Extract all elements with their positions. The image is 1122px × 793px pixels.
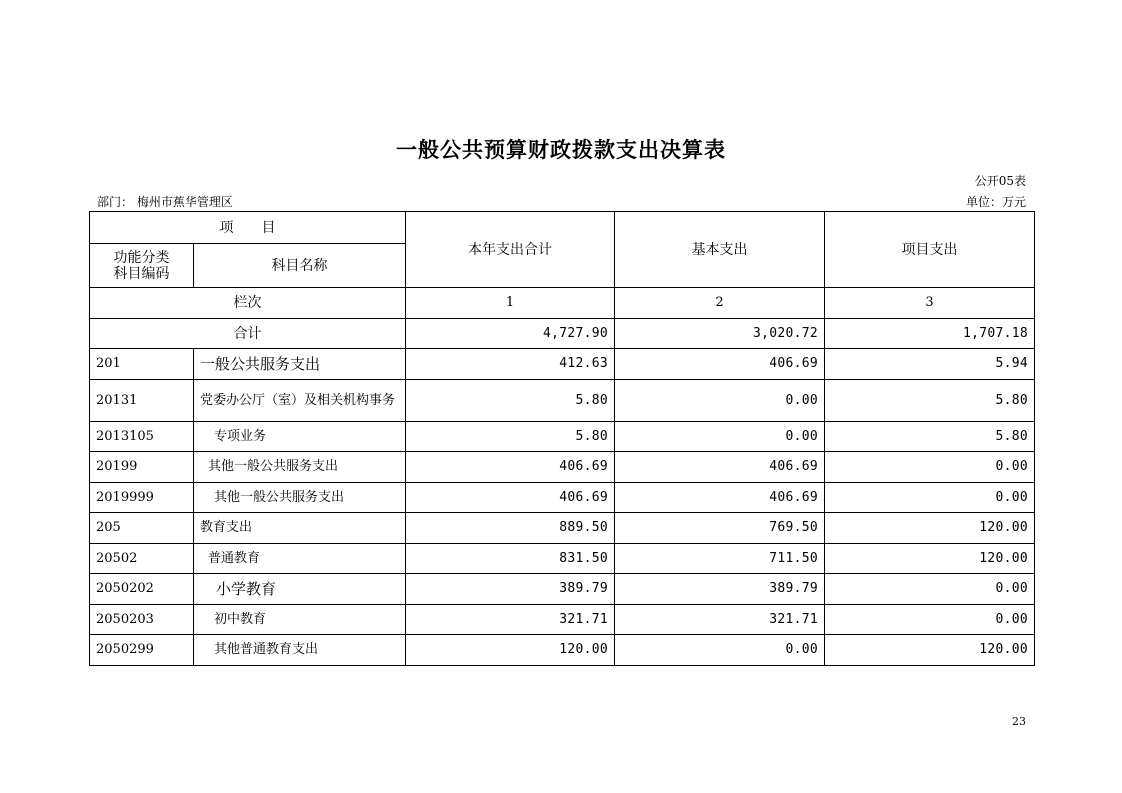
column-index-2: 2: [615, 288, 825, 319]
row-code: 2050203: [90, 605, 194, 635]
row-code: 205: [90, 513, 194, 544]
row-name: 其他普通教育支出: [194, 635, 406, 666]
department-label: 部门：: [97, 195, 134, 209]
column-index-1: 1: [406, 288, 615, 319]
row-project: 5.80: [825, 380, 1035, 422]
row-total: 389.79: [406, 574, 615, 605]
row-project: 5.80: [825, 422, 1035, 452]
row-basic: 406.69: [615, 349, 825, 380]
table-row: [90, 574, 1035, 605]
row-project: 0.00: [825, 452, 1035, 483]
row-basic: 711.50: [615, 544, 825, 574]
table-row: [90, 635, 1035, 666]
department: [97, 193, 233, 210]
row-basic: 321.71: [615, 605, 825, 635]
row-code: 2019999: [90, 483, 194, 513]
page-title: 一般公共预算财政拨款支出决算表: [396, 137, 726, 162]
row-basic: 389.79: [615, 574, 825, 605]
row-project: 120.00: [825, 544, 1035, 574]
table-row: [90, 483, 1035, 513]
row-name: 其他一般公共服务支出: [194, 483, 406, 513]
row-total: 321.71: [406, 605, 615, 635]
page-number: 23: [1012, 715, 1026, 728]
table-row: [90, 422, 1035, 452]
row-name: 小学教育: [194, 574, 406, 605]
row-code: 20199: [90, 452, 194, 483]
table-row: [90, 349, 1035, 380]
row-basic: 0.00: [615, 422, 825, 452]
row-project: 0.00: [825, 483, 1035, 513]
row-project: 120.00: [825, 513, 1035, 544]
row-total: 406.69: [406, 452, 615, 483]
row-total: 120.00: [406, 635, 615, 666]
row-name: 专项业务: [194, 422, 406, 452]
row-basic: 406.69: [615, 452, 825, 483]
header-subject-name: 科目名称: [194, 244, 406, 288]
total-project: 1,707.18: [825, 319, 1035, 349]
row-name: 教育支出: [194, 513, 406, 544]
total-sum: 4,727.90: [406, 319, 615, 349]
row-total: 406.69: [406, 483, 615, 513]
row-code: 2050202: [90, 574, 194, 605]
expenditure-table: [89, 211, 1035, 666]
row-project: 5.94: [825, 349, 1035, 380]
header-project: 项目支出: [825, 212, 1035, 288]
header-code-line1: 功能分类: [113, 249, 170, 266]
row-total: 412.63: [406, 349, 615, 380]
department-name: 梅州市蕉华管理区: [136, 195, 233, 209]
row-project: 0.00: [825, 605, 1035, 635]
header-basic: 基本支出: [615, 212, 825, 288]
row-name: 初中教育: [194, 605, 406, 635]
header-item: 项 目: [90, 212, 406, 244]
row-code: 20131: [90, 380, 194, 422]
row-total: 5.80: [406, 380, 615, 422]
header-code-line2: 科目编码: [113, 265, 170, 282]
total-basic: 3,020.72: [615, 319, 825, 349]
row-project: 0.00: [825, 574, 1035, 605]
row-total: 5.80: [406, 422, 615, 452]
row-code: 2050299: [90, 635, 194, 666]
row-code: 20502: [90, 544, 194, 574]
row-name: 普通教育: [194, 544, 406, 574]
table-row: [90, 605, 1035, 635]
row-code: 201: [90, 349, 194, 380]
table-row: [90, 452, 1035, 483]
form-number: 公开05表: [974, 174, 1026, 188]
unit-label: 单位：万元: [965, 195, 1026, 209]
column-index-label: 栏次: [90, 288, 406, 319]
table-row: [90, 544, 1035, 574]
total-label: 合计: [90, 319, 406, 349]
row-project: 120.00: [825, 635, 1035, 666]
row-name: 其他一般公共服务支出: [194, 452, 406, 483]
row-code: 2013105: [90, 422, 194, 452]
row-total: 831.50: [406, 544, 615, 574]
row-basic: 0.00: [615, 635, 825, 666]
row-basic: 406.69: [615, 483, 825, 513]
row-basic: 0.00: [615, 380, 825, 422]
header-code: [90, 244, 194, 288]
table-row: [90, 513, 1035, 544]
column-index-3: 3: [825, 288, 1035, 319]
row-name: 党委办公厅（室）及相关机构事务: [194, 380, 406, 422]
row-total: 889.50: [406, 513, 615, 544]
row-name: 一般公共服务支出: [194, 349, 406, 380]
table-row: [90, 380, 1035, 422]
header-total: 本年支出合计: [406, 212, 615, 288]
row-basic: 769.50: [615, 513, 825, 544]
